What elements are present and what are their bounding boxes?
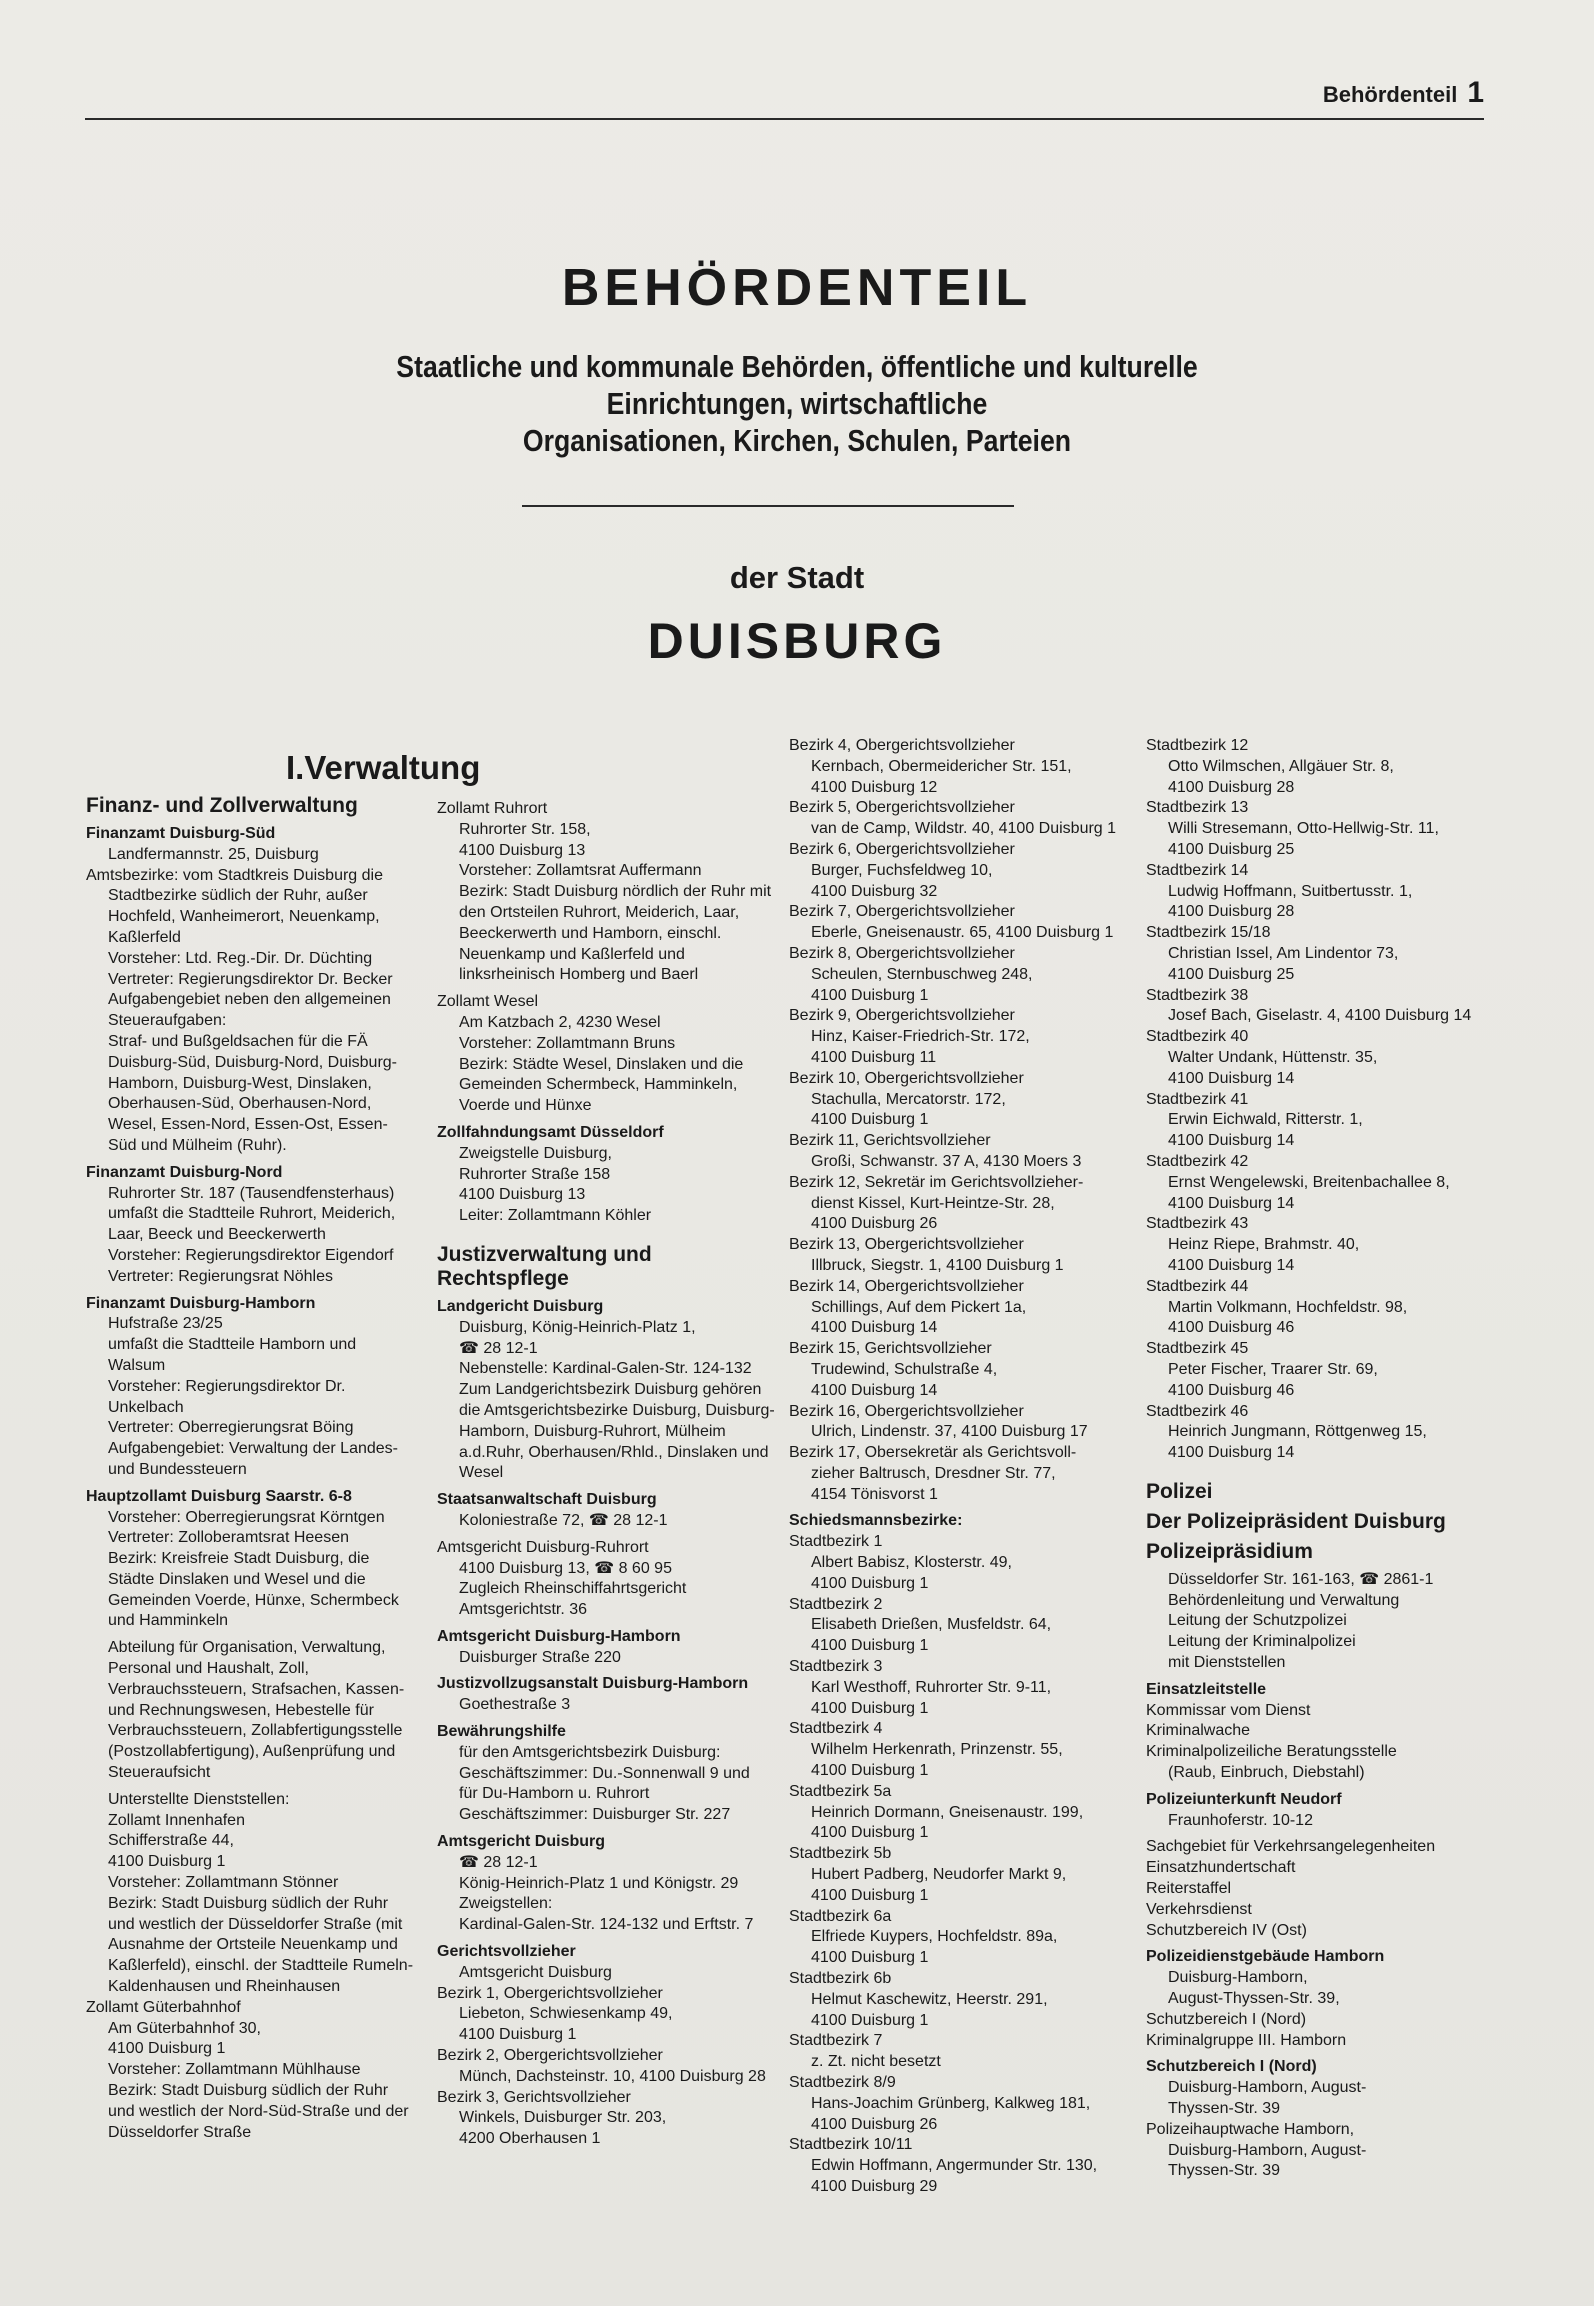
entry-detail: 4100 Duisburg 11 bbox=[811, 1048, 937, 1066]
entry-title: Amtsgericht Duisburg-Hamborn bbox=[437, 1627, 681, 1645]
entry-detail: 4100 Duisburg 46 bbox=[1168, 1381, 1295, 1399]
entry-detail: z. Zt. nicht besetzt bbox=[811, 2053, 941, 2071]
entry-detail: Leitung der Kriminalpolizei bbox=[1168, 1633, 1356, 1651]
entry-detail: 4100 Duisburg 13, ☎ 8 60 95 bbox=[459, 1559, 672, 1577]
subsection-heading: Polizei bbox=[1146, 1479, 1213, 1503]
entry-detail: Vorsteher: Zollamtmann Stönner bbox=[108, 1874, 339, 1892]
entry-detail: Zugleich Rheinschiffahrtsgericht bbox=[459, 1580, 687, 1598]
entry-detail: Hinz, Kaiser-Friedrich-Str. 172, bbox=[811, 1028, 1030, 1046]
entry-detail: Elisabeth Drießen, Musfeldstr. 64, bbox=[811, 1616, 1052, 1634]
section-heading: I.Verwaltung bbox=[286, 749, 481, 786]
entry-detail: Peter Fischer, Traarer Str. 69, bbox=[1168, 1360, 1378, 1378]
entry-detail: Zum Landgerichtsbezirk Duisburg gehören die Amtsgerichtsbezirke Duisburg, Duisburg-Hamborn, Duisburg-Ruhrort, Mülheim a.d.Ruhr, Oberhausen/Rhld., Dinslaken und Wesel bbox=[459, 1381, 775, 1482]
entry-detail: 4100 Duisburg 1 bbox=[811, 1574, 929, 1592]
entry-line: Reiterstaffel bbox=[1146, 1880, 1232, 1898]
entry-detail: Bezirk: Stadt Duisburg südlich der Ruhr und westlich der Düsseldorfer Straße (mit Ausnahme der Ortsteile Neuenkamp und Kaßlerfeld), einschl. der Stadtteile Rumeln-Kaldenhausen und Rheinhausen bbox=[108, 1894, 414, 1996]
entry-detail: Vorsteher: Regierungsdirektor Dr. Unkelbach bbox=[108, 1377, 346, 1416]
subtitle-line: Staatliche und kommunale Behörden, öffentliche und kulturelle bbox=[396, 349, 1198, 384]
entry-detail: Martin Volkmann, Hochfeldstr. 98, bbox=[1168, 1298, 1408, 1316]
entry-title: Polizeidienstgebäude Hamborn bbox=[1146, 1948, 1385, 1966]
entry-detail: 4100 Duisburg 1 bbox=[811, 1886, 929, 1904]
entry-detail: 4100 Duisburg 1 bbox=[811, 1637, 929, 1655]
entry-detail: Duisburger Straße 220 bbox=[459, 1648, 621, 1666]
running-header bbox=[85, 72, 1484, 120]
entry-detail: Thyssen-Str. 39 bbox=[1168, 2162, 1281, 2180]
text-column-2 bbox=[437, 799, 782, 2150]
entry-line: Bezirk 4, Obergerichtsvollzieher bbox=[789, 737, 1015, 754]
entry-detail: 4100 Duisburg 1 bbox=[811, 1111, 929, 1129]
entry-detail: Thyssen-Str. 39 bbox=[1168, 2100, 1281, 2118]
entry-detail: Burger, Fuchsfeldweg 10, bbox=[811, 861, 993, 879]
entry-title: Amtsgericht Duisburg bbox=[437, 1833, 606, 1851]
entry-detail: Edwin Hoffmann, Angermunder Str. 130, bbox=[811, 2157, 1098, 2175]
entry-line: Stadtbezirk 8/9 bbox=[789, 2074, 896, 2091]
entry-detail: Aufgabengebiet neben den allgemeinen Steueraufgaben: bbox=[108, 991, 391, 1030]
entry-detail: 4100 Duisburg 1 bbox=[811, 1949, 929, 1967]
entry-line: Zollamt Ruhrort bbox=[437, 800, 548, 817]
entry-line: Stadtbezirk 3 bbox=[789, 1658, 883, 1676]
entry-line: Stadtbezirk 44 bbox=[1146, 1277, 1249, 1295]
main-title: BEHÖRDENTEIL bbox=[561, 259, 1033, 317]
text-column-4 bbox=[1146, 736, 1506, 2182]
entry-title: Hauptzollamt Duisburg Saarstr. 6-8 bbox=[86, 1487, 352, 1505]
entry-detail: Bezirk: Stadt Duisburg südlich der Ruhr und westlich der Nord-Süd-Straße und der Düsseldorfer Straße bbox=[108, 2082, 409, 2141]
entry-detail: 4100 Duisburg 1 bbox=[108, 2040, 226, 2058]
entry-detail: 4100 Duisburg 14 bbox=[1168, 1444, 1295, 1462]
entry-detail: Amtsgericht Duisburg bbox=[459, 1963, 612, 1981]
entry-detail: Josef Bach, Giselastr. 4, 4100 Duisburg 14 bbox=[1168, 1007, 1472, 1025]
entry-line: Stadtbezirk 6a bbox=[789, 1907, 892, 1925]
entry-detail: Duisburg-Hamborn, August- bbox=[1168, 2079, 1367, 2097]
entry-title: Schiedsmannsbezirke: bbox=[789, 1512, 963, 1530]
entry-line: Zollamt Wesel bbox=[437, 993, 539, 1011]
section-name: Behördenteil bbox=[1322, 82, 1458, 107]
entry-detail: Walter Undank, Hüttenstr. 35, bbox=[1168, 1048, 1378, 1066]
entry-detail: Liebeton, Schwiesenkamp 49, bbox=[459, 2005, 673, 2023]
entry-detail: 4100 Duisburg 28 bbox=[1168, 778, 1295, 796]
entry-detail: Ruhrorter Str. 158, bbox=[459, 820, 591, 838]
entry-detail: 4100 Duisburg 14 bbox=[1168, 1256, 1295, 1274]
entry-title: Finanzamt Duisburg-Hamborn bbox=[86, 1294, 316, 1312]
entry-detail: Straf- und Bußgeldsachen für die FÄ Duisburg-Süd, Duisburg-Nord, Duisburg-Hamborn, Duisburg-West, Dinslaken, Oberhausen-Süd, Oberhausen-Nord, Wesel, Essen-Nord, Essen-Ost, Essen-Süd und Mülheim (Ruhr). bbox=[108, 1032, 398, 1154]
entry-line: Bezirk 16, Obergerichtsvollzieher bbox=[789, 1402, 1024, 1420]
entry-line: Stadtbezirk 40 bbox=[1146, 1028, 1249, 1046]
entry-detail: dienst Kissel, Kurt-Heintze-Str. 28, bbox=[811, 1194, 1055, 1212]
entry-title: Zollfahndungsamt Düsseldorf bbox=[437, 1123, 664, 1141]
entry-detail: Schillings, Auf dem Pickert 1a, bbox=[811, 1298, 1027, 1316]
entry-title: Schutzbereich I (Nord) bbox=[1146, 2058, 1317, 2076]
entry-detail: Bezirk: Kreisfreie Stadt Duisburg, die Städte Dinslaken und Wesel und die Gemeinden Voerde, Hünxe, Schermbeck und Hamminkeln bbox=[108, 1550, 399, 1630]
entry-title: Staatsanwaltschaft Duisburg bbox=[437, 1491, 657, 1509]
subsection-heading: Polizeipräsidium bbox=[1146, 1539, 1313, 1563]
entry-detail: Stachulla, Mercatorstr. 172, bbox=[811, 1090, 1006, 1108]
spacer bbox=[437, 1227, 782, 1239]
entry-detail: August-Thyssen-Str. 39, bbox=[1168, 1990, 1340, 2008]
entry-line: Stadtbezirk 7 bbox=[789, 2032, 883, 2050]
entry-line: Stadtbezirk 6b bbox=[789, 1970, 892, 1988]
entry-detail: Vertreter: Oberregierungsrat Böing bbox=[108, 1419, 354, 1437]
entry-line: Bezirk 1, Obergerichtsvollzieher bbox=[437, 1984, 663, 2002]
entry-detail: Otto Wilmschen, Allgäuer Str. 8, bbox=[1168, 757, 1394, 775]
entry-detail: 4100 Duisburg 1 bbox=[108, 1853, 226, 1871]
entry-detail: Münch, Dachsteinstr. 10, 4100 Duisburg 28 bbox=[459, 2067, 766, 2085]
entry-detail: Großi, Schwanstr. 37 A, 4130 Moers 3 bbox=[811, 1152, 1082, 1170]
entry-detail: Vorsteher: Regierungsdirektor Eigendorf bbox=[108, 1246, 394, 1264]
entry-detail: Aufgabengebiet: Verwaltung der Landes- und Bundessteuern bbox=[108, 1440, 398, 1478]
entry-detail: 4100 Duisburg 28 bbox=[1168, 903, 1295, 921]
entry-line: Stadtbezirk 14 bbox=[1146, 861, 1249, 879]
entry-detail: Am Katzbach 2, 4230 Wesel bbox=[459, 1013, 661, 1031]
entry-line: Bezirk 3, Gerichtsvollzieher bbox=[437, 2088, 631, 2106]
subsection-heading: Finanz- und Zollverwaltung bbox=[86, 794, 358, 817]
entry-detail: 4100 Duisburg 13 bbox=[459, 1186, 586, 1204]
entry-detail: Behördenleitung und Verwaltung bbox=[1168, 1591, 1400, 1609]
entry-detail: Zollamt Innenhafen bbox=[108, 1811, 245, 1829]
entry-line: Bezirk 11, Gerichtsvollzieher bbox=[789, 1132, 991, 1150]
entry-detail: 4100 Duisburg 1 bbox=[459, 2026, 577, 2044]
entry-detail: Heinrich Jungmann, Röttgenweg 15, bbox=[1168, 1423, 1427, 1441]
entry-detail: 4100 Duisburg 26 bbox=[811, 2115, 938, 2133]
entry-detail: Hubert Padberg, Neudorfer Markt 9, bbox=[811, 1866, 1067, 1884]
text-column-1 bbox=[86, 748, 481, 2143]
entry-line: Zollamt Güterbahnhof bbox=[86, 1998, 241, 2016]
entry-detail: zieher Baltrusch, Dresdner Str. 77, bbox=[811, 1464, 1056, 1482]
entry-detail: Ludwig Hoffmann, Suitbertusstr. 1, bbox=[1168, 882, 1413, 900]
entry-line: Amtsgericht Duisburg-Ruhrort bbox=[437, 1538, 649, 1556]
entry-detail: Landfermannstr. 25, Duisburg bbox=[108, 845, 319, 863]
entry-detail: 4100 Duisburg 1 bbox=[811, 1762, 929, 1780]
entry-title: Einsatzleitstelle bbox=[1146, 1680, 1267, 1698]
entry-title: Finanzamt Duisburg-Nord bbox=[86, 1163, 283, 1181]
entry-detail: Fraunhoferstr. 10-12 bbox=[1168, 1811, 1313, 1829]
entry-line: Kommissar vom Dienst bbox=[1146, 1701, 1311, 1719]
entry-line: Bezirk 7, Obergerichtsvollzieher bbox=[789, 903, 1015, 921]
entry-detail: 4100 Duisburg 46 bbox=[1168, 1319, 1295, 1337]
entry-detail: 4100 Duisburg 25 bbox=[1168, 840, 1295, 858]
entry-detail: Christian Issel, Am Lindentor 73, bbox=[1168, 944, 1399, 962]
entry-detail: (Raub, Einbruch, Diebstahl) bbox=[1168, 1764, 1365, 1782]
entry-detail: Amtsgerichtstr. 36 bbox=[459, 1601, 588, 1619]
entry-detail: Heinz Riepe, Brahmstr. 40, bbox=[1168, 1236, 1360, 1254]
entry-detail: Trudewind, Schulstraße 4, bbox=[811, 1360, 998, 1378]
entry-line: Stadtbezirk 10/11 bbox=[789, 2136, 913, 2154]
entry-line: Stadtbezirk 13 bbox=[1146, 799, 1249, 817]
entry-detail: 4100 Duisburg 13 bbox=[459, 841, 586, 859]
entry-line: Stadtbezirk 2 bbox=[789, 1595, 883, 1613]
entry-detail: Geschäftszimmer: Du.-Sonnenwall 9 und bbox=[459, 1764, 750, 1782]
entry-detail: Helmut Kaschewitz, Heerstr. 291, bbox=[811, 1990, 1048, 2008]
entry-detail: Leiter: Zollamtmann Köhler bbox=[459, 1207, 652, 1225]
entry-detail: umfaßt die Stadtteile Hamborn und Walsum bbox=[108, 1336, 357, 1374]
entry-detail: ☎ 28 12-1 bbox=[459, 1339, 538, 1357]
entry-detail: Leitung der Schutzpolizei bbox=[1168, 1612, 1347, 1630]
entry-detail: Eberle, Gneisenaustr. 65, 4100 Duisburg 1 bbox=[811, 924, 1114, 942]
entry-detail: für den Amtsgerichtsbezirk Duisburg: bbox=[459, 1743, 721, 1761]
entry-detail: Duisburg-Hamborn, bbox=[1168, 1969, 1308, 1987]
subtitle-line: Einrichtungen, wirtschaftliche bbox=[606, 386, 988, 421]
entry-detail: 4100 Duisburg 32 bbox=[811, 882, 938, 900]
entry-detail: Albert Babisz, Klosterstr. 49, bbox=[811, 1554, 1012, 1572]
entry-detail: Zweigstellen: bbox=[459, 1895, 553, 1913]
entry-detail: 4100 Duisburg 14 bbox=[1168, 1194, 1295, 1212]
entry-title: Finanzamt Duisburg-Süd bbox=[86, 825, 276, 842]
entry-detail: Vorsteher: Zollamtmann Bruns bbox=[459, 1034, 676, 1052]
entry-line: Bezirk 15, Gerichtsvollzieher bbox=[789, 1340, 992, 1358]
entry-line: Stadtbezirk 5b bbox=[789, 1845, 892, 1863]
subsection-heading: Der Polizeipräsident Duisburg bbox=[1146, 1509, 1446, 1533]
entry-detail: Ruhrorter Str. 187 (Tausendfensterhaus) bbox=[108, 1184, 395, 1202]
entry-detail: Kardinal-Galen-Str. 124-132 und Erftstr. 7 bbox=[459, 1916, 754, 1934]
entry-title: Landgericht Duisburg bbox=[437, 1297, 604, 1315]
entry-line: Bezirk 9, Obergerichtsvollzieher bbox=[789, 1007, 1015, 1025]
entry-line: Bezirk 17, Obersekretär als Gerichtsvoll- bbox=[789, 1444, 1077, 1462]
entry-detail: Vorsteher: Zollamtmann Mühlhause bbox=[108, 2061, 361, 2079]
entry-line: Einsatzhundertschaft bbox=[1146, 1859, 1296, 1877]
entry-detail: Am Güterbahnhof 30, bbox=[108, 2019, 261, 2037]
entry-detail: 4100 Duisburg 14 bbox=[811, 1319, 938, 1337]
entry-detail: Geschäftszimmer: Duisburger Str. 227 bbox=[459, 1806, 731, 1824]
entry-detail: Willi Stresemann, Otto-Hellwig-Str. 11, bbox=[1168, 820, 1439, 838]
subsection-heading: Justizverwaltung und Rechtspflege bbox=[437, 1242, 652, 1290]
entry-detail: Karl Westhoff, Ruhrorter Str. 9-11, bbox=[811, 1678, 1052, 1696]
entry-line: Bezirk 10, Obergerichtsvollzieher bbox=[789, 1069, 1024, 1087]
spacer bbox=[1146, 1464, 1506, 1476]
entry-detail: van de Camp, Wildstr. 40, 4100 Duisburg 1 bbox=[811, 820, 1117, 838]
entry-detail: Vertreter: Regierungsdirektor Dr. Becker bbox=[108, 970, 393, 988]
entry-detail: für Du-Hamborn u. Ruhrort bbox=[459, 1785, 650, 1803]
entry-line: Bezirk 14, Obergerichtsvollzieher bbox=[789, 1277, 1024, 1295]
text-column-3 bbox=[789, 736, 1144, 2198]
entry-line: Bezirk 5, Obergerichtsvollzieher bbox=[789, 799, 1015, 817]
page-number: 1 bbox=[1467, 76, 1484, 109]
entry-line: Sachgebiet für Verkehrsangelegenheiten bbox=[1146, 1838, 1436, 1856]
entry-detail: Amtsbezirke: vom Stadtkreis Duisburg die Stadtbezirke südlich der Ruhr, außer Hochfeld, Wanheimerort, Neuenkamp, Kaßlerfeld bbox=[86, 866, 383, 946]
running-title bbox=[1323, 76, 1484, 110]
entry-line: Verkehrsdienst bbox=[1146, 1900, 1252, 1918]
entry-detail: 4100 Duisburg 29 bbox=[811, 2177, 938, 2195]
entry-detail: 4100 Duisburg 14 bbox=[1168, 1132, 1295, 1150]
entry-line: Polizeihauptwache Hamborn, bbox=[1146, 2120, 1355, 2138]
entry-detail: 4100 Duisburg 14 bbox=[811, 1381, 938, 1399]
entry-detail: Hans-Joachim Grünberg, Kalkweg 181, bbox=[811, 2094, 1091, 2112]
entry-line: Stadtbezirk 42 bbox=[1146, 1152, 1249, 1170]
entry-line: Bezirk 6, Obergerichtsvollzieher bbox=[789, 840, 1015, 858]
entry-detail: Heinrich Dormann, Gneisenaustr. 199, bbox=[811, 1803, 1084, 1821]
entry-detail: Bezirk: Stadt Duisburg nördlich der Ruhr mit den Ortsteilen Ruhrort, Meiderich, Laar, Beeckerwerth und Hamborn, einschl. Neuenkamp und Kaßlerfeld und linksrheinisch Homberg und Baerl bbox=[459, 883, 772, 984]
entry-detail: Ernst Wengelewski, Breitenbachallee 8, bbox=[1168, 1173, 1450, 1191]
entry-detail: Scheulen, Sternbuschweg 248, bbox=[811, 965, 1033, 983]
entry-detail: 4200 Oberhausen 1 bbox=[459, 2130, 601, 2148]
entry-line: Schutzbereich I (Nord) bbox=[1146, 2010, 1307, 2028]
entry-detail: umfaßt die Stadtteile Ruhrort, Meiderich, Laar, Beeck und Beeckerwerth bbox=[108, 1205, 396, 1244]
entry-detail: Winkels, Duisburger Str. 203, bbox=[459, 2109, 667, 2127]
entry-line: Bezirk 13, Obergerichtsvollzieher bbox=[789, 1236, 1024, 1254]
entry-detail: Vorsteher: Zollamtsrat Auffermann bbox=[459, 862, 702, 880]
subtitle-line: Organisationen, Kirchen, Schulen, Parteien bbox=[522, 423, 1072, 458]
entry-detail: Goethestraße 3 bbox=[459, 1696, 571, 1714]
entry-detail: König-Heinrich-Platz 1 und Königstr. 29 bbox=[459, 1874, 739, 1892]
city-title: DUISBURG bbox=[647, 613, 947, 669]
entry-line: Stadtbezirk 12 bbox=[1146, 737, 1249, 754]
entry-detail: Düsseldorfer Str. 161-163, ☎ 2861-1 bbox=[1168, 1570, 1434, 1588]
entry-title: Justizvollzugsanstalt Duisburg-Hamborn bbox=[437, 1675, 749, 1693]
entry-detail: Duisburg, König-Heinrich-Platz 1, bbox=[459, 1318, 696, 1336]
entry-detail: Abteilung für Organisation, Verwaltung, Personal und Haushalt, Zoll, Verbrauchssteuern, Strafsachen, Kassen- und Rechnungswesen, Hebestelle für Verbrauchssteuern, Zollabfertigungsstelle (Postzollabfertigung), Außenprüfung und Steueraufsicht bbox=[108, 1639, 405, 1782]
entry-detail: Duisburg-Hamborn, August- bbox=[1168, 2141, 1367, 2159]
subtitle bbox=[112, 348, 1483, 459]
entry-detail: Vorsteher: Oberregierungsrat Körntgen bbox=[108, 1508, 385, 1526]
entry-detail: Vertreter: Zolloberamtsrat Heesen bbox=[108, 1529, 349, 1547]
entry-detail: mit Dienststellen bbox=[1168, 1654, 1286, 1672]
entry-line: Bezirk 2, Obergerichtsvollzieher bbox=[437, 2047, 663, 2065]
entry-detail: Nebenstelle: Kardinal-Galen-Str. 124-132 bbox=[459, 1360, 752, 1378]
entry-detail: 4100 Duisburg 12 bbox=[811, 778, 938, 796]
entry-detail: Hufstraße 23/25 bbox=[108, 1315, 223, 1333]
entry-detail: 4100 Duisburg 25 bbox=[1168, 965, 1295, 983]
entry-detail: 4100 Duisburg 1 bbox=[811, 986, 929, 1004]
entry-detail: 4100 Duisburg 1 bbox=[811, 1699, 929, 1717]
entry-line: Schutzbereich IV (Ost) bbox=[1146, 1921, 1307, 1939]
entry-detail: Ulrich, Lindenstr. 37, 4100 Duisburg 17 bbox=[811, 1423, 1088, 1441]
entry-title: Bewährungshilfe bbox=[437, 1723, 566, 1741]
entry-title: Gerichtsvollzieher bbox=[437, 1943, 576, 1961]
entry-line: Stadtbezirk 4 bbox=[789, 1720, 883, 1738]
entry-detail: Bezirk: Städte Wesel, Dinslaken und die Gemeinden Schermbeck, Hamminkeln, Voerde und Hünxe bbox=[459, 1055, 744, 1115]
entry-detail: Ruhrorter Straße 158 bbox=[459, 1165, 611, 1183]
entry-detail: Illbruck, Siegstr. 1, 4100 Duisburg 1 bbox=[811, 1256, 1064, 1274]
entry-title: Polizeiunterkunft Neudorf bbox=[1146, 1790, 1342, 1808]
entry-line: Bezirk 8, Obergerichtsvollzieher bbox=[789, 944, 1015, 962]
entry-detail: Zweigstelle Duisburg, bbox=[459, 1144, 612, 1162]
entry-line: Stadtbezirk 46 bbox=[1146, 1402, 1249, 1420]
entry-line: Stadtbezirk 41 bbox=[1146, 1090, 1249, 1108]
entry-detail: Erwin Eichwald, Ritterstr. 1, bbox=[1168, 1111, 1363, 1129]
entry-line: Kriminalwache bbox=[1146, 1722, 1251, 1740]
entry-detail: Schifferstraße 44, bbox=[108, 1832, 234, 1850]
entry-detail: Kernbach, Obermeidericher Str. 151, bbox=[811, 757, 1072, 775]
title-divider bbox=[522, 505, 1014, 507]
entry-detail: Elfriede Kuypers, Hochfeldstr. 89a, bbox=[811, 1928, 1058, 1946]
entry-detail: 4100 Duisburg 1 bbox=[811, 1824, 929, 1842]
entry-detail: 4100 Duisburg 14 bbox=[1168, 1069, 1295, 1087]
entry-detail: Vertreter: Regierungsrat Nöhles bbox=[108, 1267, 333, 1285]
der-stadt-label: der Stadt bbox=[729, 560, 865, 595]
entry-line: Stadtbezirk 43 bbox=[1146, 1215, 1249, 1233]
entry-detail: Koloniestraße 72, ☎ 28 12-1 bbox=[459, 1511, 668, 1529]
entry-line: Stadtbezirk 15/18 bbox=[1146, 924, 1271, 942]
entry-line: Stadtbezirk 45 bbox=[1146, 1340, 1249, 1358]
entry-line: Bezirk 12, Sekretär im Gerichtsvollzieher- bbox=[789, 1173, 1084, 1191]
entry-line: Kriminalpolizeiliche Beratungsstelle bbox=[1146, 1743, 1397, 1761]
entry-detail: 4100 Duisburg 1 bbox=[811, 2011, 929, 2029]
entry-detail: 4154 Tönisvorst 1 bbox=[811, 1485, 938, 1503]
entry-line: Stadtbezirk 38 bbox=[1146, 986, 1249, 1004]
entry-detail: Wilhelm Herkenrath, Prinzenstr. 55, bbox=[811, 1741, 1063, 1759]
entry-line: Stadtbezirk 5a bbox=[789, 1782, 892, 1800]
entry-detail: ☎ 28 12-1 bbox=[459, 1853, 538, 1871]
entry-detail: 4100 Duisburg 26 bbox=[811, 1215, 938, 1233]
entry-detail: Vorsteher: Ltd. Reg.-Dir. Dr. Düchting bbox=[108, 949, 373, 967]
entry-detail: Unterstellte Dienststellen: bbox=[108, 1790, 290, 1808]
entry-line: Stadtbezirk 1 bbox=[789, 1533, 883, 1551]
entry-line: Kriminalgruppe III. Hamborn bbox=[1146, 2031, 1347, 2049]
